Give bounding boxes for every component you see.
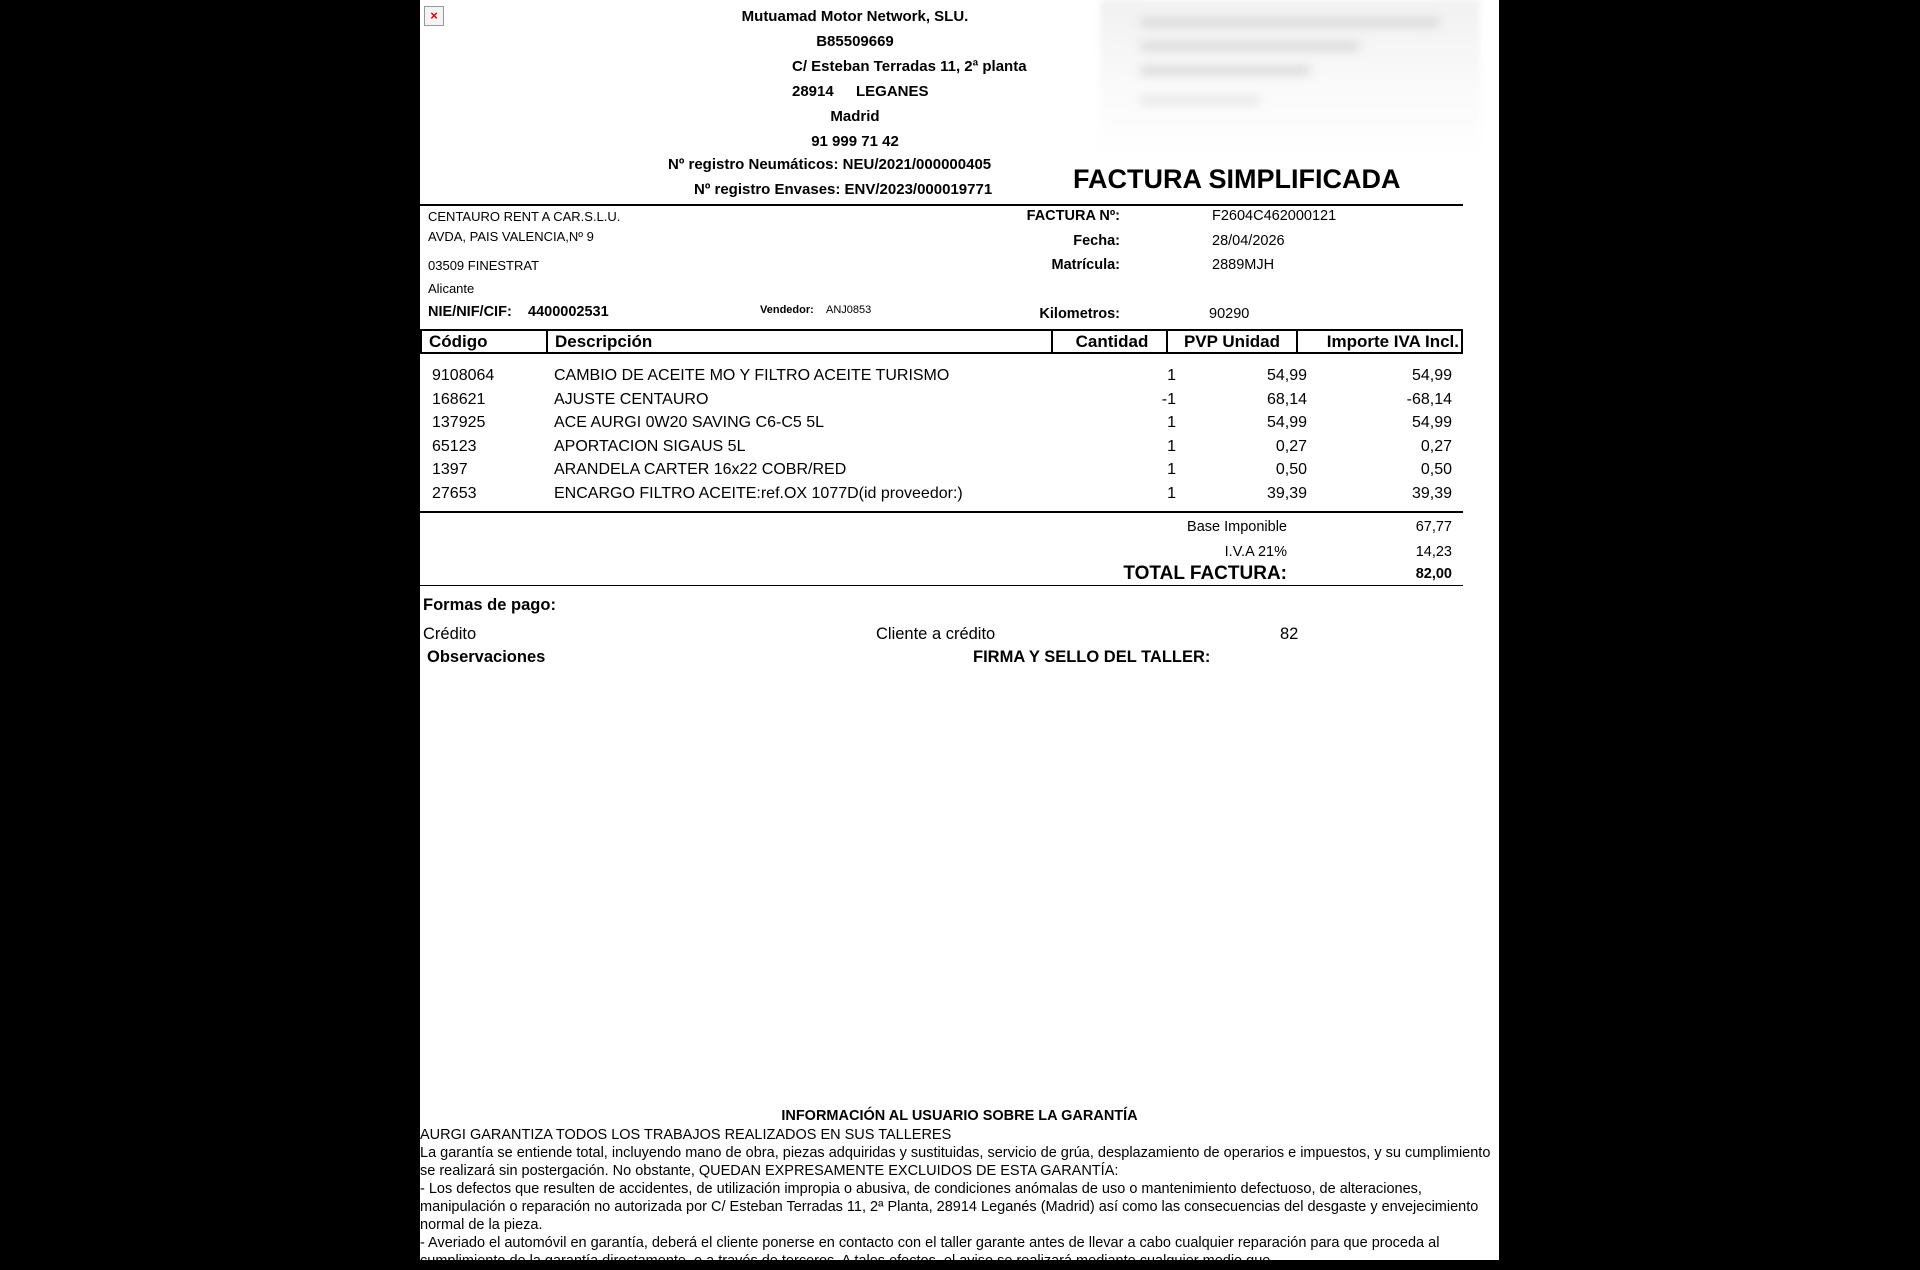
row-description: ARANDELA CARTER 16x22 COBR/RED: [554, 461, 847, 478]
issuer-phone: 91 999 71 42: [811, 133, 899, 150]
warranty-paragraph: La garantía se entiende total, incluyendo mano de obra, piezas adquiridas y sustituidas, servicio de grúa, desplazamiento de operarios e impuestos, y su cumplimiento se realizará sin postergación. No obstante, QUEDAN EXPRESAMENTE EXCLUIDOS DE ESTA GARANTÍA:: [420, 1145, 1491, 1179]
base-label: Base Imponible: [1187, 519, 1287, 535]
total-value: 82,00: [1415, 566, 1452, 582]
row-amount: 0,27: [1420, 437, 1452, 455]
row-quantity: 1: [1167, 461, 1176, 478]
header-codigo: Código: [429, 332, 488, 351]
iva-value: 14,23: [1415, 544, 1452, 560]
warranty-paragraph: - Averiado el automóvil en garantía, deberá el cliente ponerse en contacto con el taller garante antes de llevar a cabo cualquier reparación para que proceda al cumplimiento de la garantía directamente, o a través de terceros. A tales efectos, el aviso se realizará mediante cualquier medio que: [420, 1235, 1440, 1269]
table-row: [420, 388, 1463, 412]
warranty-paragraph: - Los defectos que resulten de accidentes, de utilización impropia o abusiva, de condiciones anómalas de uso o mantenimiento defectuoso, de alteraciones, manipulación o reparación no autorizada por C/ Esteban Terradas 11, 2ª Planta, 28914 Leganés (Madrid) así como las consecuencias del desgaste y envejecimiento normal de la pieza.: [420, 1181, 1479, 1233]
customer-postal-city: 03509 FINESTRAT: [428, 258, 540, 273]
table-row: [420, 364, 1463, 388]
row-amount: -68,14: [1406, 390, 1452, 408]
totals-divider: [420, 585, 1463, 586]
header-pvp-unidad: PVP Unidad: [1183, 332, 1281, 351]
invoice-page: [420, 0, 1499, 1269]
nif-label: NIE/NIF/CIF:: [428, 304, 512, 320]
issuer-name: Mutuamad Motor Network, SLU.: [741, 8, 969, 25]
header-descripcion: Descripción: [555, 332, 653, 351]
table-row: [420, 458, 1463, 482]
issuer-postal-code: 28914: [792, 83, 834, 100]
row-description: AJUSTE CENTAURO: [554, 390, 709, 408]
row-unit-price: 54,99: [1266, 367, 1307, 384]
row-unit-price: 54,99: [1266, 414, 1307, 431]
table-row: [420, 482, 1463, 506]
km-label: Kilometros:: [1039, 306, 1120, 322]
row-code: 27653: [432, 484, 477, 502]
issuer-cif: B85509669: [816, 33, 894, 50]
base-value: 67,77: [1415, 519, 1452, 535]
warranty-subtitle: AURGI GARANTIZA TODOS LOS TRABAJOS REALIZADOS EN SUS TALLERES: [420, 1127, 952, 1143]
row-quantity: -1: [1161, 390, 1176, 408]
broken-image-icon: ×: [424, 6, 444, 26]
seller-value: ANJ0853: [826, 304, 872, 316]
header-divider: [546, 331, 548, 352]
table-header: [420, 329, 1463, 354]
packaging-registry: Nº registro Envases: ENV/2023/000019771: [694, 181, 993, 198]
customer-address: AVDA, PAIS VALENCIA,Nº 9: [428, 229, 594, 244]
header-cantidad: Cantidad: [1075, 332, 1149, 351]
row-unit-price: 0,50: [1275, 461, 1307, 478]
payment-label: Formas de pago:: [423, 596, 556, 614]
payment-method: Crédito: [423, 625, 477, 643]
issuer-city: LEGANES: [856, 83, 929, 100]
customer-province: Alicante: [428, 281, 475, 296]
row-code: 168621: [432, 390, 486, 408]
row-code: 1397: [432, 461, 468, 478]
iva-label: I.V.A 21%: [1224, 544, 1287, 560]
warranty-title: INFORMACIÓN AL USUARIO SOBRE LA GARANTÍA: [781, 1108, 1138, 1124]
invoice-number-label: FACTURA Nº:: [1026, 208, 1120, 224]
table-row: [420, 411, 1463, 435]
document-title: FACTURA SIMPLIFICADA: [1073, 164, 1401, 194]
signature-label: FIRMA Y SELLO DEL TALLER:: [973, 648, 1211, 666]
observations-label: Observaciones: [427, 648, 546, 666]
row-description: ACE AURGI 0W20 SAVING C6-C5 5L: [554, 414, 825, 431]
date-label: Fecha:: [1073, 233, 1120, 249]
km-value: 90290: [1209, 306, 1250, 322]
invoice-number-value: F2604C462000121: [1212, 208, 1337, 224]
row-unit-price: 68,14: [1266, 390, 1307, 408]
date-value: 28/04/2026: [1212, 233, 1285, 249]
row-code: 9108064: [432, 367, 495, 384]
client-credit-label: Cliente a crédito: [876, 625, 996, 643]
row-quantity: 1: [1167, 484, 1176, 502]
row-amount: 54,99: [1411, 367, 1452, 384]
redacted-area: [1100, 0, 1480, 160]
row-quantity: 1: [1167, 437, 1176, 455]
row-code: 137925: [432, 414, 486, 431]
row-unit-price: 0,27: [1275, 437, 1307, 455]
header-importe: Importe IVA Incl.: [1326, 332, 1459, 351]
warranty-body: [420, 1126, 1499, 1270]
row-description: APORTACION SIGAUS 5L: [554, 437, 746, 455]
issuer-address: C/ Esteban Terradas 11, 2ª planta: [792, 58, 1027, 75]
nif-value: 4400002531: [528, 304, 609, 320]
plate-label: Matrícula:: [1051, 257, 1120, 273]
row-amount: 39,39: [1411, 484, 1452, 502]
seller-label: Vendedor:: [760, 304, 814, 316]
row-code: 65123: [432, 437, 477, 455]
row-amount: 54,99: [1411, 414, 1452, 431]
line-items: [420, 364, 1463, 505]
row-description: ENCARGO FILTRO ACEITE:ref.OX 1077D(id proveedor:): [554, 484, 963, 502]
table-row: [420, 435, 1463, 459]
row-amount: 0,50: [1420, 461, 1452, 478]
header-divider: [420, 204, 1463, 206]
customer-name: CENTAURO RENT A CAR.S.L.U.: [428, 209, 621, 224]
plate-value: 2889MJH: [1212, 257, 1275, 273]
row-quantity: 1: [1167, 414, 1176, 431]
issuer-province: Madrid: [830, 108, 880, 125]
items-divider: [420, 511, 1463, 513]
row-unit-price: 39,39: [1266, 484, 1307, 502]
payment-amount: 82: [1280, 625, 1299, 643]
tyre-registry: Nº registro Neumáticos: NEU/2021/000000405: [668, 156, 992, 173]
row-quantity: 1: [1167, 367, 1176, 384]
total-label: TOTAL FACTURA:: [1123, 563, 1287, 584]
row-description: CAMBIO DE ACEITE MO Y FILTRO ACEITE TURISMO: [554, 367, 950, 384]
